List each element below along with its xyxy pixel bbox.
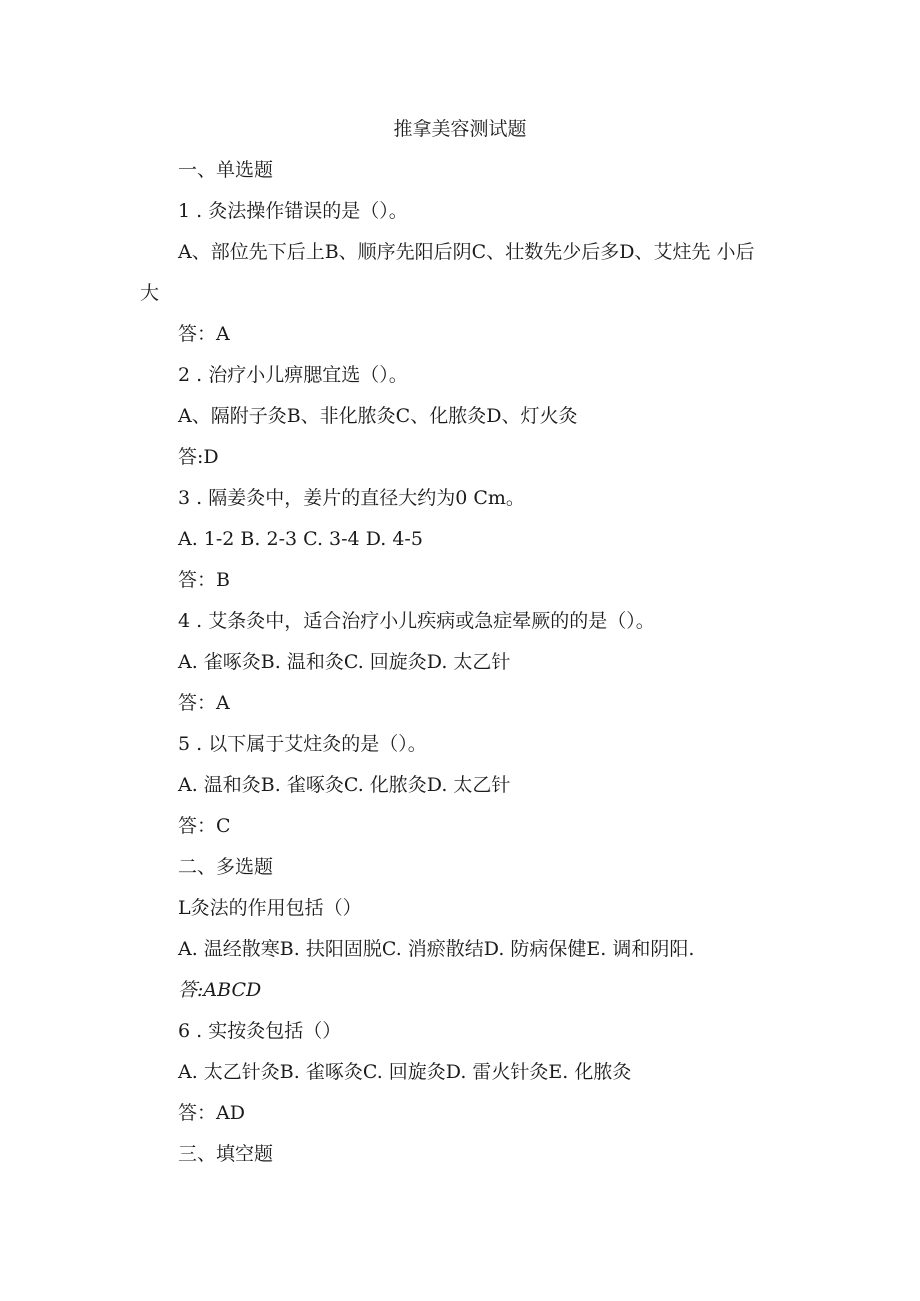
answer-2: 答:D bbox=[178, 446, 219, 468]
multi-answer-1: 答:ABCD bbox=[178, 979, 262, 1001]
answer-5: 答：C bbox=[178, 815, 231, 837]
multi-question-1-options: A. 温经散寒B. 扶阳固脱C. 消瘀散结D. 防病保健E. 调和阴阳. bbox=[178, 938, 695, 960]
question-1-options: A、部位先下后上B、顺序先阳后阴C、壮数先少后多D、艾炷先 小后 bbox=[178, 241, 755, 263]
question-2: 2 . 治疗小儿痹腮宜选（）。 bbox=[178, 364, 408, 386]
multi-question-6-options: A. 太乙针灸B. 雀啄灸C. 回旋灸D. 雷火针灸E. 化脓灸 bbox=[178, 1061, 632, 1083]
question-1: 1 . 灸法操作错误的是（）。 bbox=[178, 200, 408, 222]
section-heading-single-choice: 一、单选题 bbox=[178, 159, 274, 181]
section-heading-fill-in: 三、填空题 bbox=[178, 1143, 274, 1165]
question-3: 3 . 隔姜灸中，姜片的直径大约为0 Cm。 bbox=[178, 487, 525, 509]
answer-3: 答：B bbox=[178, 569, 230, 591]
answer-1: 答：A bbox=[178, 323, 230, 345]
question-5: 5 . 以下属于艾炷灸的是（）。 bbox=[178, 733, 427, 755]
question-5-options: A. 温和灸B. 雀啄灸C. 化脓灸D. 太乙针 bbox=[178, 774, 511, 796]
multi-answer-6: 答：AD bbox=[178, 1102, 245, 1124]
question-3-options: A. 1-2 B. 2-3 C. 3-4 D. 4-5 bbox=[178, 528, 423, 550]
answer-4: 答：A bbox=[178, 692, 230, 714]
multi-question-1: L灸法的作用包括（） bbox=[178, 897, 362, 919]
page-title: 推拿美容测试题 bbox=[393, 118, 527, 140]
document-body bbox=[0, 150, 920, 1175]
question-1-options-continued: 大 bbox=[140, 282, 160, 304]
question-4-options: A. 雀啄灸B. 温和灸C. 回旋灸D. 太乙针 bbox=[178, 651, 511, 673]
question-2-options: A、隔附子灸B、非化脓灸C、化脓灸D、灯火灸 bbox=[178, 405, 578, 427]
multi-question-6: 6 . 实按灸包括（） bbox=[178, 1020, 342, 1042]
section-heading-multiple-choice: 二、多选题 bbox=[178, 856, 274, 878]
question-4: 4 . 艾条灸中，适合治疗小儿疾病或急症晕厥的的是（）。 bbox=[178, 610, 655, 632]
